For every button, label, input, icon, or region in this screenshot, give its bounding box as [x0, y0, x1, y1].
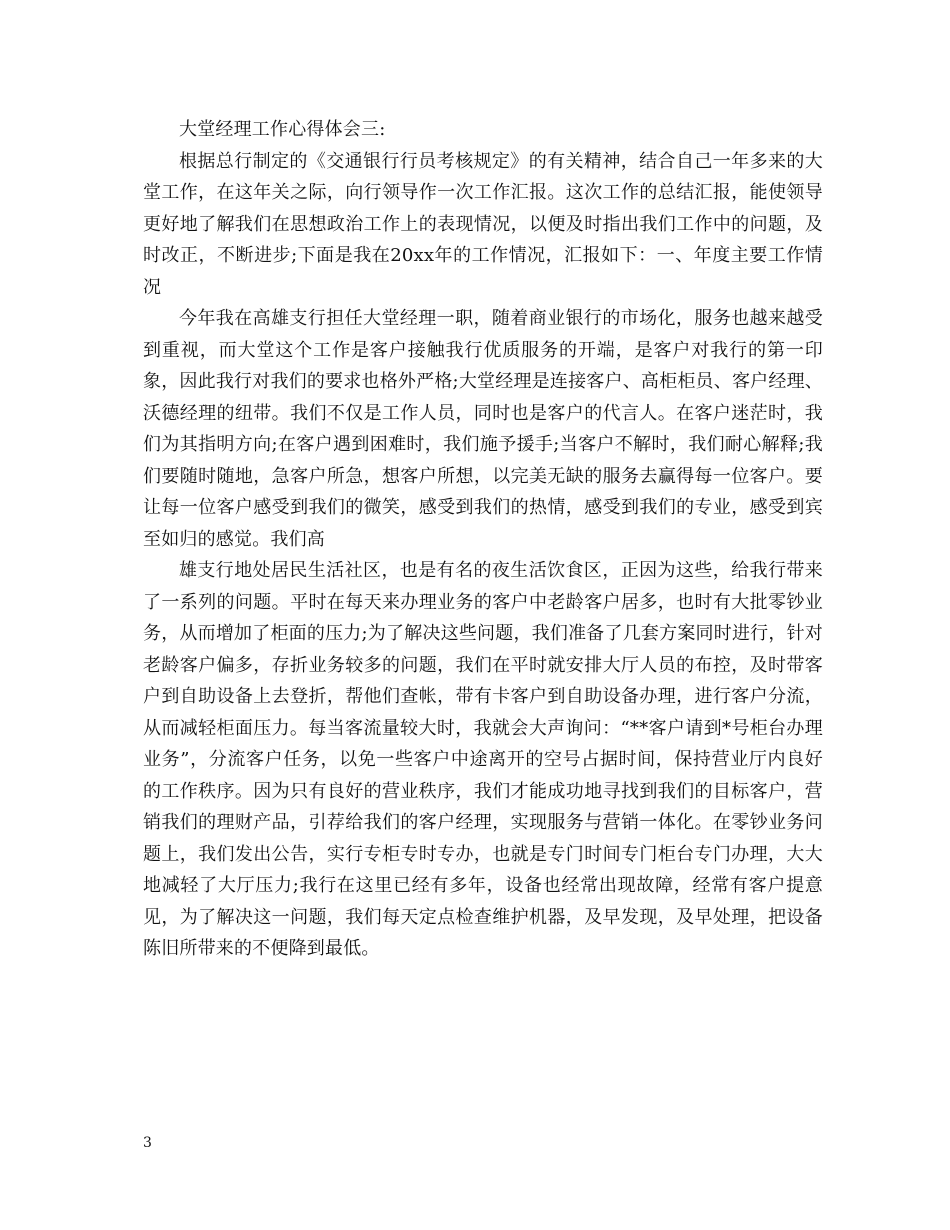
paragraph-3: 雄支行地处居民生活社区，也是有名的夜生活饮食区，正因为这些，给我行带来了一系列的问题。平时在每天来办理业务的客户中老龄客户居多，也时有大批零钞业务，从而增加了柜面的压力;为了解决这些问题，我们准备了几套方案同时进行，针对老龄客户偏多，存折业务较多的问题，我们在平时就安排大厅人员的布控，及时带客户到自助设备上去登折，帮他们查帐，带有卡客户到自助设备办理，进行客户分流，从而减轻柜面压力。每当客流量较大时，我就会大声询问：“**客户请到*号柜台办理业务”，分流客户任务，以免一些客户中途离开的空号占据时间，保持营业厅内良好的工作秩序。因为只有良好的营业秩序，我们才能成功地寻找到我们的目标客户，营销我们的理财产品，引荐给我们的客户经理，实现服务与营销一体化。在零钞业务问题上，我们发出公告，实行专柜专时专办，也就是专门时间专门柜台专门办理，大大地减轻了大厅压力;我行在这里已经有多年，设备也经常出现故障，经常有客户提意见，为了解决这一问题，我们每天定点检查维护机器，及早发现，及早处理，把设备陈旧所带来的不便降到最低。 [143, 560, 823, 959]
page-number: 3 [143, 1135, 152, 1151]
document-body [143, 114, 823, 965]
section-heading: 大堂经理工作心得体会三: [179, 119, 386, 140]
paragraph-2: 今年我在高雄支行担任大堂经理一职，随着商业银行的市场化，服务也越来越受到重视，而大堂这个工作是客户接触我行优质服务的开端，是客户对我行的第一印象，因此我行对我们的要求也格外严格;大堂经理是连接客户、高柜柜员、客户经理、沃德经理的纽带。我们不仅是工作人员，同时也是客户的代言人。在客户迷茫时，我们为其指明方向;在客户遇到困难时，我们施予援手;当客户不解时，我们耐心解释;我们要随时随地，急客户所急，想客户所想，以完美无缺的服务去赢得每一位客户。要让每一位客户感受到我们的微笑，感受到我们的热情，感受到我们的专业，感受到宾至如归的感觉。我们高 [143, 308, 823, 550]
paragraph-1: 根据总行制定的《交通银行行员考核规定》的有关精神，结合自己一年多来的大堂工作，在这年关之际，向行领导作一次工作汇报。这次工作的总结汇报，能使领导更好地了解我们在思想政治工作上的表现情况，以便及时指出我们工作中的问题，及时改正，不断进步;下面是我在20xx年的工作情况，汇报如下：一、年度主要工作情况 [143, 150, 823, 298]
